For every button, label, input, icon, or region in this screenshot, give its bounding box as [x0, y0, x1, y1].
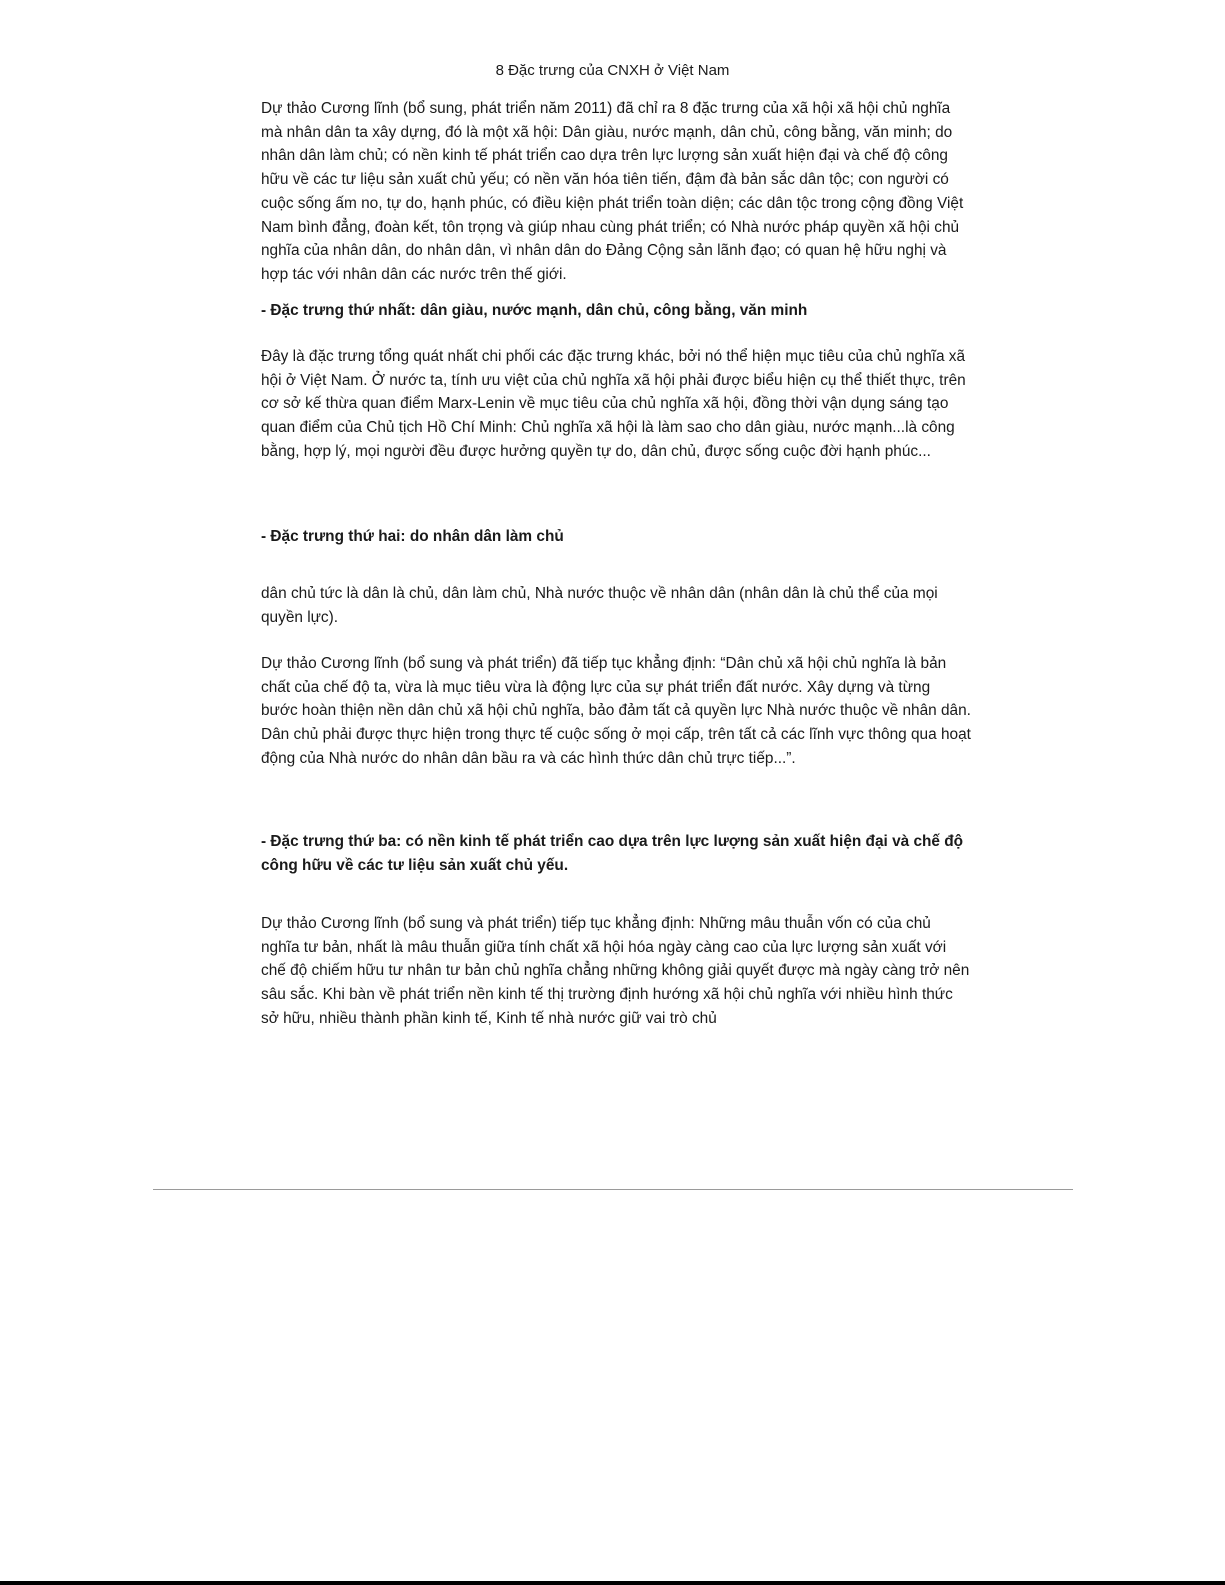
document-title: 8 Đặc trưng của CNXH ở Việt Nam — [495, 62, 730, 79]
section-2-paragraph-2: Dự thảo Cương lĩnh (bổ sung và phát triển) đã tiếp tục khẳng định: “Dân chủ xã hội chủ nghĩa là bản chất của chế độ ta, vừa là mục tiêu vừa là động lực của sự phát triển đất nước. Xây dựng và từng bước hoàn thiện nền dân chủ xã hội chủ nghĩa, bảo đảm tất cả quyền lực Nhà nước thuộc về nhân dân. Dân chủ phải được thực hiện trong thực tế cuộc sống ở mọi cấp, trên tất cả các lĩnh vực thông qua hoạt động của Nhà nước do nhân dân bầu ra và các hình thức dân chủ trực tiếp...”. — [261, 655, 971, 767]
section-2-paragraph-1: dân chủ tức là dân là chủ, dân làm chủ, Nhà nước thuộc về nhân dân (nhân dân là chủ thể của mọi quyền lực). — [261, 585, 938, 626]
section-3-paragraph: Dự thảo Cương lĩnh (bổ sung và phát triển) tiếp tục khẳng định: Những mâu thuẫn vốn có của chủ nghĩa tư bản, nhất là mâu thuẫn giữa tính chất xã hội hóa ngày càng cao của lực lượng sản xuất với chế độ chiếm hữu tư nhân tư bản chủ nghĩa chẳng những không giải quyết được mà ngày càng trở nên sâu sắc. Khi bàn về phát triển nền kinh tế thị trường định hướng xã hội chủ nghĩa với nhiều hình thức sở hữu, nhiều thành phần kinh tế, Kinh tế nhà nước giữ vai trò chủ — [261, 915, 970, 1027]
section-3-heading: - Đặc trưng thứ ba: có nền kinh tế phát triển cao dựa trên lực lượng sản xuất hiện đại và chế độ công hữu về các tư liệu sản xuất chủ yếu. — [261, 833, 964, 874]
section-1-heading: - Đặc trưng thứ nhất: dân giàu, nước mạnh, dân chủ, công bằng, văn minh — [261, 302, 808, 319]
bottom-edge-bar — [0, 1581, 1225, 1585]
intro-paragraph: Dự thảo Cương lĩnh (bổ sung, phát triển năm 2011) đã chỉ ra 8 đặc trưng của xã hội xã hội chủ nghĩa mà nhân dân ta xây dựng, đó là một xã hội: Dân giàu, nước mạnh, dân chủ, công bằng, văn minh; do nhân dân làm chủ; có nền kinh tế phát triển cao dựa trên lực lượng sản xuất hiện đại và chế độ công hữu về các tư liệu sản xuất chủ yếu; có nền văn hóa tiên tiến, đậm đà bản sắc dân tộc; con người có cuộc sống ấm no, tự do, hạnh phúc, có điều kiện phát triển toàn diện; các dân tộc trong cộng đồng Việt Nam bình đẳng, đoàn kết, tôn trọng và giúp nhau cùng phát triển; có Nhà nước pháp quyền xã hội chủ nghĩa của nhân dân, do nhân dân, vì nhân dân do Đảng Cộng sản lãnh đạo; có quan hệ hữu nghị và hợp tác với nhân dân các nước trên thế giới. — [261, 100, 964, 283]
section-1-paragraph: Đây là đặc trưng tổng quát nhất chi phối các đặc trưng khác, bởi nó thể hiện mục tiêu của chủ nghĩa xã hội ở Việt Nam. Ở nước ta, tính ưu việt của chủ nghĩa xã hội phải được biểu hiện cụ thể thiết thực, trên cơ sở kế thừa quan điểm Marx-Lenin về mục tiêu của chủ nghĩa xã hội, đồng thời vận dụng sáng tạo quan điểm của Chủ tịch Hồ Chí Minh: Chủ nghĩa xã hội là làm sao cho dân giàu, nước mạnh...là công bằng, hợp lý, mọi người đều được hưởng quyền tự do, dân chủ, được sống cuộc đời hạnh phúc... — [261, 348, 966, 460]
page-break-divider — [153, 1189, 1073, 1190]
section-2-heading: - Đặc trưng thứ hai: do nhân dân làm chủ — [261, 528, 564, 545]
